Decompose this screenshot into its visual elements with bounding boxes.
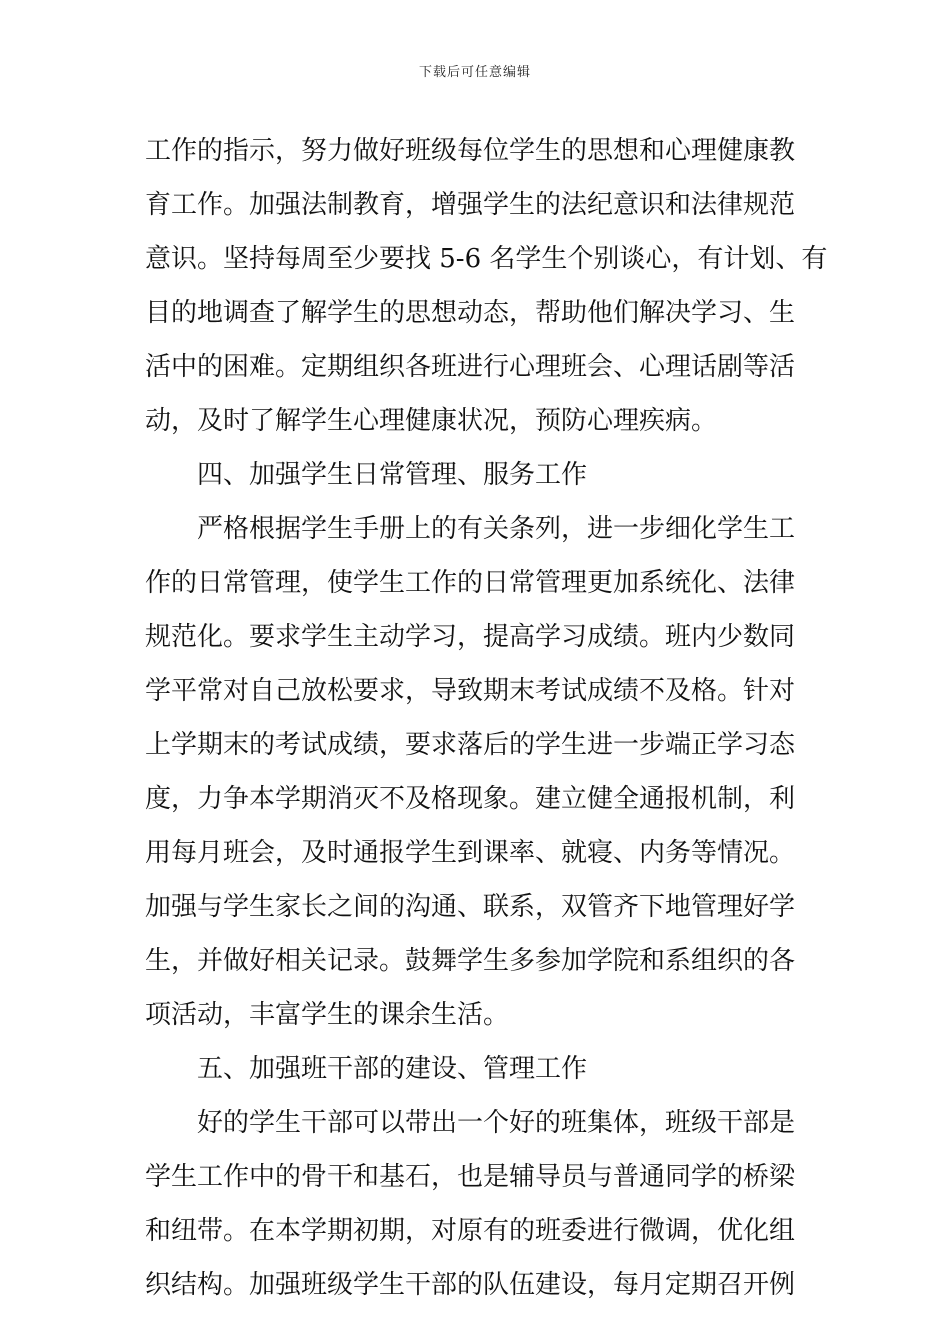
- page-header: 下载后可任意编辑: [418, 65, 531, 80]
- text-line: 学平常对自己放松要求，导致期末考试成绩不及格。针对: [145, 676, 796, 706]
- paragraph-first-line: 好的学生干部可以带出一个好的班集体，班级干部是: [197, 1108, 796, 1138]
- text-line: 生，并做好相关记录。鼓舞学生多参加学院和系组织的各: [145, 946, 796, 976]
- text-line: 作的日常管理，使学生工作的日常管理更加系统化、法律: [145, 568, 796, 598]
- text-line: 和纽带。在本学期初期，对原有的班委进行微调，优化组: [145, 1216, 796, 1246]
- text-line: 目的地调查了解学生的思想动态，帮助他们解决学习、生: [145, 298, 796, 328]
- text-line: 项活动，丰富学生的课余生活。: [145, 1000, 510, 1030]
- text-line: 动，及时了解学生心理健康状况，预防心理疾病。: [145, 406, 718, 436]
- section-heading: 四、加强学生日常管理、服务工作: [197, 460, 588, 490]
- text-line: 活中的困难。定期组织各班进行心理班会、心理话剧等活: [145, 352, 796, 382]
- text-line: 工作的指示，努力做好班级每位学生的思想和心理健康教: [145, 136, 796, 166]
- text-line: 育工作。加强法制教育，增强学生的法纪意识和法律规范: [145, 190, 796, 220]
- text-line: 上学期末的考试成绩，要求落后的学生进一步端正学习态: [145, 730, 796, 760]
- paragraph-first-line: 严格根据学生手册上的有关条列，进一步细化学生工: [197, 514, 796, 544]
- text-line: 度，力争本学期消灭不及格现象。建立健全通报机制，利: [145, 784, 796, 814]
- text-line: 学生工作中的骨干和基石，也是辅导员与普通同学的桥梁: [145, 1162, 796, 1192]
- text-line: 织结构。加强班级学生干部的队伍建设，每月定期召开例: [145, 1270, 796, 1300]
- document-body: [145, 124, 828, 1312]
- text-line: 用每月班会，及时通报学生到课率、就寝、内务等情况。: [145, 838, 796, 868]
- text-line: 意识。坚持每周至少要找 5-6 名学生个别谈心，有计划、有: [145, 244, 828, 274]
- text-line: 规范化。要求学生主动学习，提高学习成绩。班内少数同: [145, 622, 796, 652]
- section-heading: 五、加强班干部的建设、管理工作: [197, 1054, 588, 1084]
- text-line: 加强与学生家长之间的沟通、联系，双管齐下地管理好学: [145, 892, 796, 922]
